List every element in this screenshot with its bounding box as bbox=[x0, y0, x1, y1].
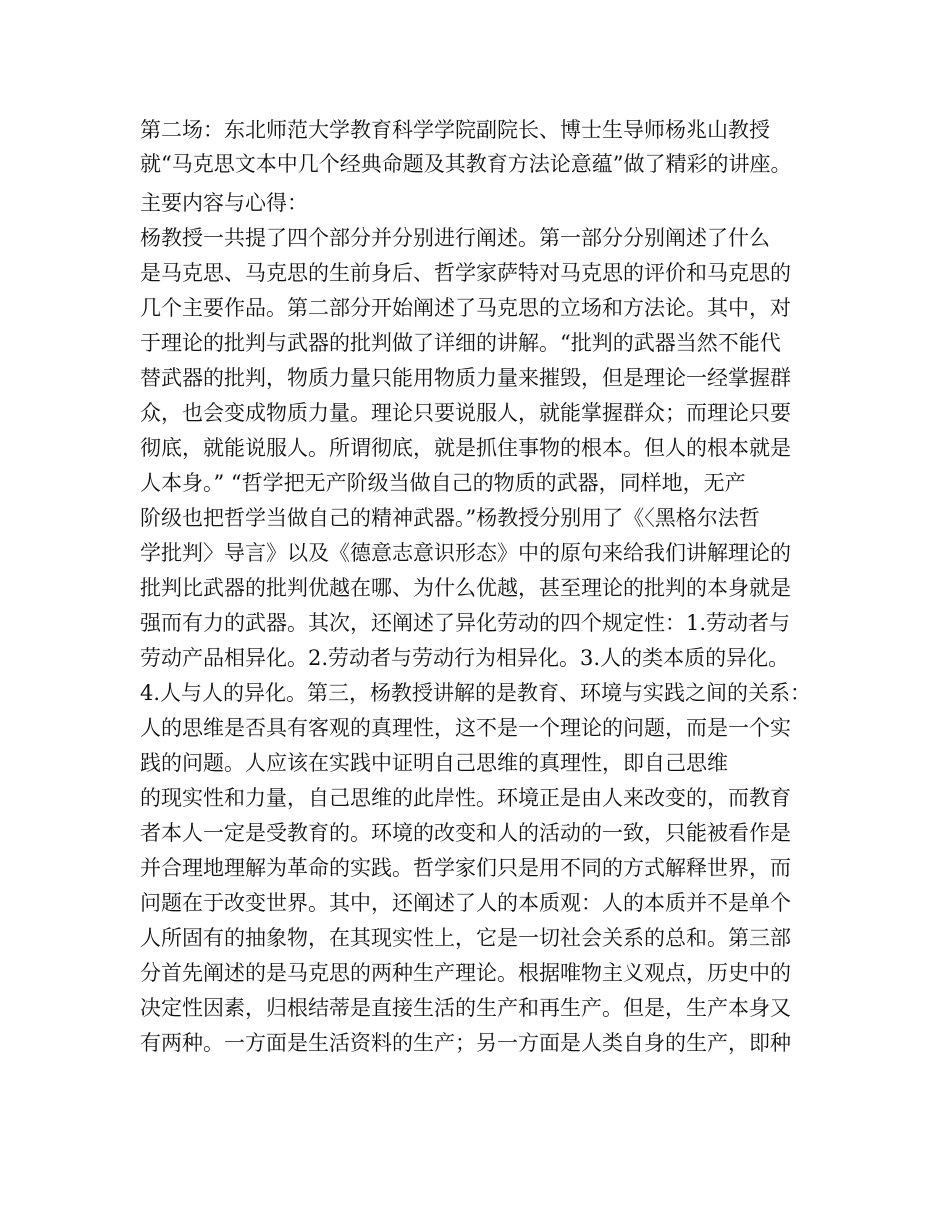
text-line: 主要内容与心得： bbox=[140, 191, 308, 215]
text-line: 几个主要作品。第二部分开始阐述了马克思的立场和方法论。其中，对 bbox=[140, 296, 791, 320]
text-line: 践的问题。人应该在实践中证明自己思维的真理性，即自己思维 bbox=[140, 751, 728, 775]
text-line: 阶级也把哲学当做自己的精神武器。”杨教授分别用了《〈黑格尔法哲 bbox=[140, 506, 760, 530]
text-line: 就“马克思文本中几个经典命题及其教育方法论意蕴”做了精彩的讲座。 bbox=[140, 152, 792, 176]
text-line: 者本人一定是受教育的。环境的改变和人的活动的一致，只能被看作是 bbox=[140, 821, 791, 845]
text-line: 人的思维是否具有客观的真理性，这不是一个理论的问题，而是一个实 bbox=[140, 716, 791, 740]
text-line: 问题在于改变世界。其中，还阐述了人的本质观：人的本质并不是单个 bbox=[140, 891, 791, 915]
text-line: 批判比武器的批判优越在哪、为什么优越，甚至理论的批判的本身就是 bbox=[140, 576, 791, 600]
text-line: 的现实性和力量，自己思维的此岸性。环境正是由人来改变的，而教育 bbox=[140, 786, 791, 810]
text-line: 于理论的批判与武器的批判做了详细的讲解。“批判的武器当然不能代 bbox=[140, 331, 781, 355]
text-line: 分首先阐述的是马克思的两种生产理论。根据唯物主义观点，历史中的 bbox=[140, 961, 791, 985]
text-line: 决定性因素，归根结蒂是直接生活的生产和再生产。但是，生产本身又 bbox=[140, 996, 791, 1020]
text-line: 学批判〉导言》以及《德意志意识形态》中的原句来给我们讲解理论的 bbox=[140, 541, 791, 565]
text-line: 有两种。一方面是生活资料的生产；另一方面是人类自身的生产，即种 bbox=[140, 1031, 791, 1055]
text-line: 杨教授一共提了四个部分并分别进行阐述。第一部分分别阐述了什么 bbox=[140, 226, 770, 250]
text-line: 彻底，就能说服人。所谓彻底，就是抓住事物的根本。但人的根本就是 bbox=[140, 436, 791, 460]
text-line: 人本身。” “哲学把无产阶级当做自己的物质的武器，同样地，无产 bbox=[140, 471, 746, 495]
text-line: 众，也会变成物质力量。理论只要说服人，就能掌握群众；而理论只要 bbox=[140, 401, 791, 425]
text-line: 4.人与人的异化。第三，杨教授讲解的是教育、环境与实践之间的关系： bbox=[140, 681, 812, 705]
text-line: 强而有力的武器。其次，还阐述了异化劳动的四个规定性：1.劳动者与 bbox=[140, 611, 791, 635]
text-line: 人所固有的抽象物，在其现实性上，它是一切社会关系的总和。第三部 bbox=[140, 926, 791, 950]
text-line: 劳动产品相异化。2.劳动者与劳动行为相异化。3.人的类本质的异化。 bbox=[140, 646, 790, 670]
text-line: 第二场：东北师范大学教育科学学院副院长、博士生导师杨兆山教授 bbox=[140, 118, 770, 142]
text-line: 是马克思、马克思的生前身后、哲学家萨特对马克思的评价和马克思的 bbox=[140, 261, 791, 285]
text-line: 并合理地理解为革命的实践。哲学家们只是用不同的方式解释世界，而 bbox=[140, 856, 791, 880]
text-line: 替武器的批判，物质力量只能用物质力量来摧毁，但是理论一经掌握群 bbox=[140, 366, 791, 390]
